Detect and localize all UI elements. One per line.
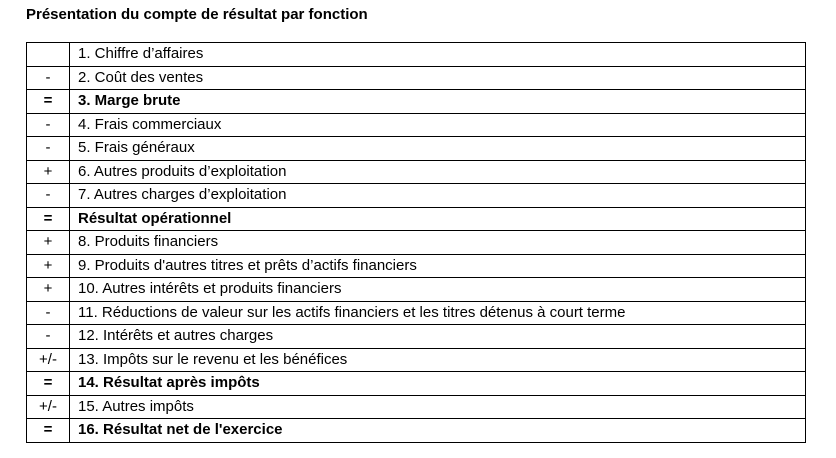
table-row <box>27 137 806 161</box>
table-row <box>27 348 806 372</box>
line-item-label: 13. Impôts sur le revenu et les bénéfices <box>70 348 806 372</box>
table-row <box>27 184 806 208</box>
operator-cell: = <box>27 372 70 396</box>
line-item-label: 15. Autres impôts <box>70 395 806 419</box>
line-item-label: 4. Frais commerciaux <box>70 113 806 137</box>
line-item-label: 10. Autres intérêts et produits financiers <box>70 278 806 302</box>
income-statement-table <box>26 42 806 443</box>
operator-cell: = <box>27 207 70 231</box>
table-row <box>27 113 806 137</box>
operator-cell: = <box>27 419 70 443</box>
table-row <box>27 278 806 302</box>
table-row <box>27 231 806 255</box>
line-item-label: 5. Frais généraux <box>70 137 806 161</box>
line-item-label: 9. Produits d'autres titres et prêts d’actifs financiers <box>70 254 806 278</box>
table-row <box>27 66 806 90</box>
operator-cell: + <box>27 160 70 184</box>
line-item-label: 6. Autres produits d’exploitation <box>70 160 806 184</box>
page-title: Présentation du compte de résultat par fonction <box>26 6 368 23</box>
operator-cell: +/- <box>27 348 70 372</box>
line-item-label: 2. Coût des ventes <box>70 66 806 90</box>
table-row <box>27 301 806 325</box>
line-item-label: 7. Autres charges d’exploitation <box>70 184 806 208</box>
operator-cell: - <box>27 184 70 208</box>
table-row <box>27 160 806 184</box>
table-row <box>27 372 806 396</box>
line-item-label: 3. Marge brute <box>70 90 806 114</box>
table-row <box>27 419 806 443</box>
line-item-label: 1. Chiffre d’affaires <box>70 43 806 67</box>
operator-cell: + <box>27 231 70 255</box>
operator-cell <box>27 43 70 67</box>
operator-cell: - <box>27 325 70 349</box>
operator-cell: - <box>27 137 70 161</box>
operator-cell: - <box>27 301 70 325</box>
table-row <box>27 90 806 114</box>
line-item-label: 11. Réductions de valeur sur les actifs financiers et les titres détenus à court terme <box>70 301 806 325</box>
line-item-label: 8. Produits financiers <box>70 231 806 255</box>
operator-cell: + <box>27 278 70 302</box>
operator-cell: - <box>27 113 70 137</box>
line-item-label: 16. Résultat net de l'exercice <box>70 419 806 443</box>
line-item-label: 12. Intérêts et autres charges <box>70 325 806 349</box>
table-row <box>27 43 806 67</box>
operator-cell: + <box>27 254 70 278</box>
table-row <box>27 325 806 349</box>
operator-cell: - <box>27 66 70 90</box>
table-row <box>27 207 806 231</box>
table-row <box>27 395 806 419</box>
line-item-label: Résultat opérationnel <box>70 207 806 231</box>
table-row <box>27 254 806 278</box>
operator-cell: +/- <box>27 395 70 419</box>
line-item-label: 14. Résultat après impôts <box>70 372 806 396</box>
operator-cell: = <box>27 90 70 114</box>
